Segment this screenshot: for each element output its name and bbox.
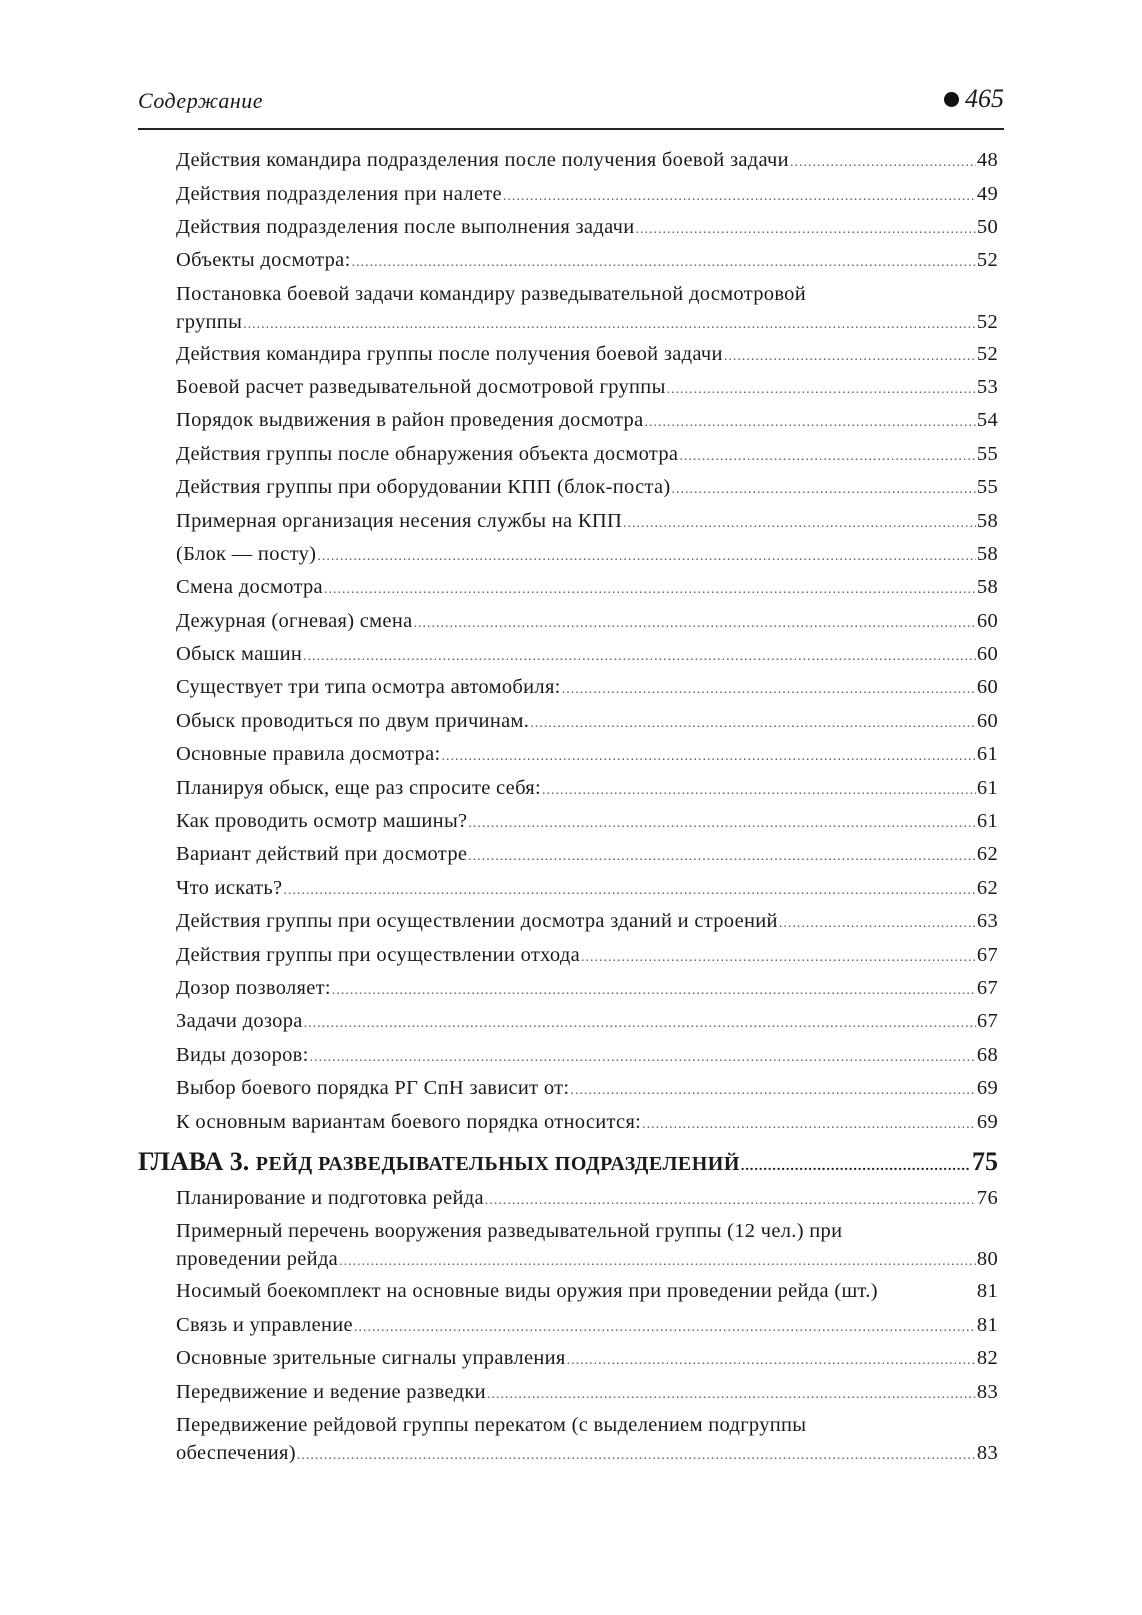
dot-leader [468, 843, 976, 871]
toc-entry-line [176, 1277, 998, 1308]
toc-entry-title: Примерная организация несения службы на КПП [176, 510, 623, 532]
toc-entry-title: К основным вариантам боевого порядка относится: [176, 1111, 642, 1133]
toc-page-number: 60 [976, 676, 998, 698]
toc-entry-line [176, 1378, 998, 1409]
toc-entry-line [176, 707, 998, 738]
toc-entry-line [176, 373, 998, 404]
toc-entry-line [176, 246, 998, 277]
dot-leader [310, 1044, 976, 1072]
toc-entry[interactable] [176, 1074, 998, 1105]
toc-entry-title: Существует три типа осмотра автомобиля: [176, 676, 561, 698]
toc-page-number: 82 [976, 1347, 998, 1369]
toc-page-number: 58 [976, 543, 998, 565]
toc-entry-title: Что искать? [176, 877, 283, 899]
toc-entry-line [176, 507, 998, 538]
toc-entry-line [176, 1041, 998, 1072]
toc-entry-title: проведении рейда [176, 1248, 339, 1270]
toc-page-number: 62 [976, 843, 998, 865]
toc-entry[interactable] [176, 907, 998, 938]
toc-entry[interactable] [176, 146, 998, 177]
toc-entry-line [176, 473, 998, 504]
dot-leader [779, 910, 976, 938]
toc-entry-title: Выбор боевого порядка РГ СпН зависит от: [176, 1077, 570, 1099]
dot-leader [324, 576, 976, 604]
toc-entry-line [176, 874, 998, 905]
toc-entry-title: группы [176, 311, 243, 333]
dot-leader [297, 1442, 976, 1470]
toc-entry-line [176, 974, 998, 1005]
toc-entry[interactable] [176, 280, 998, 339]
toc-entry-line [176, 340, 998, 371]
toc-page-number: 60 [976, 643, 998, 665]
toc-entry-title: Основные зрительные сигналы управления [176, 1347, 566, 1369]
toc-page-number: 53 [976, 376, 998, 398]
toc-entry-line [176, 180, 998, 211]
toc-entry-title: Примерный перечень вооружения разведывательной группы (12 чел.) при [176, 1220, 843, 1242]
toc-entry-title: Постановка боевой задачи командиру разведывательной досмотровой [176, 283, 806, 305]
dot-leader [530, 710, 976, 738]
toc-entry-line [176, 540, 998, 571]
toc-page-number: 76 [976, 1187, 998, 1209]
toc-entry[interactable] [176, 1277, 998, 1308]
toc-entry-line [176, 1108, 998, 1139]
toc-entry-title: Обыск машин [176, 643, 303, 665]
toc-page-number: 67 [976, 1010, 998, 1032]
dot-leader [352, 249, 976, 277]
toc-entry[interactable] [176, 807, 998, 838]
toc-entry[interactable] [176, 974, 998, 1005]
toc-entry-title: Передвижение рейдовой группы перекатом (с выделением подгруппы [176, 1414, 807, 1436]
toc-entry-line [176, 840, 998, 871]
chapter-label: ГЛАВА 3. [138, 1147, 256, 1176]
toc-entry-line [176, 774, 998, 805]
toc-entry-title: Дозор позволяет: [176, 977, 331, 999]
toc-entry[interactable] [176, 840, 998, 871]
toc-entry-title: Боевой расчет разведывательной досмотровой группы [176, 376, 666, 398]
toc-page-number: 52 [976, 311, 998, 333]
toc-page-number: 58 [976, 576, 998, 598]
dot-leader [503, 183, 976, 211]
toc-page-number: 69 [976, 1111, 998, 1133]
dot-leader [339, 1248, 976, 1276]
toc-entry[interactable] [176, 246, 998, 277]
dot-leader [790, 149, 976, 177]
toc-entry-line [176, 1245, 998, 1276]
toc-page-number: 81 [976, 1314, 998, 1336]
toc-entry-title: Передвижение и ведение разведки [176, 1381, 486, 1403]
toc-entry[interactable] [176, 640, 998, 671]
dot-leader [414, 610, 976, 638]
toc-page-number: 52 [976, 343, 998, 365]
toc-page-number: 68 [976, 1044, 998, 1066]
dot-leader [303, 643, 976, 671]
toc-entry[interactable] [176, 1411, 998, 1470]
chapter-line [138, 1146, 998, 1183]
toc-entry[interactable] [176, 340, 998, 371]
page-number-value: 465 [965, 84, 1004, 113]
toc-page-number: 67 [976, 977, 998, 999]
toc-entry[interactable] [176, 707, 998, 738]
toc-entry-line [176, 607, 998, 638]
toc-entry-title: Объекты досмотра: [176, 249, 351, 271]
toc-entry-title: Действия группы при осуществлении отхода [176, 944, 581, 966]
toc-entry-line [176, 1439, 998, 1470]
dot-leader [672, 476, 976, 504]
toc-entry-line [176, 673, 998, 704]
dot-leader [317, 543, 976, 571]
toc-entry-line [176, 1007, 998, 1038]
toc-page-number: 52 [976, 249, 998, 271]
toc-entry-line [176, 941, 998, 972]
toc-entry-line [176, 907, 998, 938]
toc-entry-title: Задачи дозора [176, 1010, 303, 1032]
toc-entry-line [176, 640, 998, 671]
toc-entry-line [176, 1184, 998, 1215]
toc-entry[interactable] [176, 941, 998, 972]
toc-entry-title: Действия группы после обнаружения объекта досмотра [176, 443, 679, 465]
toc-page-number: 61 [976, 810, 998, 832]
toc-page-number: 48 [976, 149, 998, 171]
toc-page-number: 80 [976, 1248, 998, 1270]
toc-entry-title: Дежурная (огневая) смена [176, 610, 413, 632]
toc-page-number: 83 [976, 1442, 998, 1464]
toc-entry-title: Основные правила досмотра: [176, 743, 441, 765]
toc-entry-line [176, 308, 998, 339]
dot-leader [243, 311, 976, 339]
toc-entry-title: Действия командира подразделения после получения боевой задачи [176, 149, 789, 171]
toc-entry[interactable] [176, 740, 998, 771]
toc-entry-title: Порядок выдвижения в район проведения досмотра [176, 409, 644, 431]
toc-page-number: 81 [976, 1280, 998, 1302]
toc-entry[interactable] [176, 774, 998, 805]
toc-page-number: 60 [976, 610, 998, 632]
chapter-title: РЕЙД РАЗВЕДЫВАТЕЛЬНЫХ ПОДРАЗДЕЛЕНИЙ [255, 1153, 740, 1175]
toc-entry[interactable] [176, 406, 998, 437]
toc-entry-line [176, 146, 998, 177]
toc-page-number: 67 [976, 944, 998, 966]
toc-page-number: 63 [976, 910, 998, 932]
toc-entry-line [176, 406, 998, 437]
dot-leader [642, 1111, 976, 1139]
toc-entry-title: (Блок — посту) [176, 543, 317, 565]
header-rule [138, 128, 1004, 130]
dot-leader [581, 944, 976, 972]
bullet-icon [944, 92, 959, 107]
toc-entry-title: Действия группы при оборудовании КПП (блок-поста) [176, 476, 671, 498]
page-number [944, 84, 1004, 114]
toc-entry-line [176, 280, 998, 308]
dot-leader [741, 1151, 971, 1183]
dot-leader [283, 877, 976, 905]
dot-leader [468, 810, 975, 838]
toc-entry[interactable] [176, 1108, 998, 1139]
toc-entry-title: обеспечения) [176, 1442, 296, 1464]
toc-entry[interactable] [176, 1344, 998, 1375]
toc-page-number: 61 [976, 743, 998, 765]
toc-entry[interactable] [176, 180, 998, 211]
toc-entry-line [176, 1344, 998, 1375]
toc-entry-title: Как проводить осмотр машины? [176, 810, 468, 832]
dot-leader [542, 777, 976, 805]
toc-entry[interactable] [176, 1007, 998, 1038]
dot-leader [679, 443, 976, 471]
dot-leader [354, 1314, 976, 1342]
toc-entry[interactable] [176, 573, 998, 604]
dot-leader [570, 1077, 976, 1105]
dot-leader [485, 1187, 976, 1215]
toc-entry-line [176, 213, 998, 244]
toc-entry[interactable] [176, 874, 998, 905]
dot-leader [667, 376, 976, 404]
dot-leader [442, 743, 976, 771]
toc-entry-line [176, 573, 998, 604]
toc-page-number: 83 [976, 1381, 998, 1403]
dot-leader [562, 676, 976, 704]
toc-entry[interactable] [176, 1041, 998, 1072]
toc-page-number: 54 [976, 409, 998, 431]
toc-entry-title: Действия командира группы после получения боевой задачи [176, 343, 723, 365]
toc-entry[interactable] [176, 1184, 998, 1215]
toc-entry-title: Обыск проводиться по двум причинам. [176, 710, 530, 732]
toc-entry[interactable] [176, 373, 998, 404]
toc-page-number: 61 [976, 777, 998, 799]
toc-entry[interactable] [176, 607, 998, 638]
running-title: Содержание [138, 88, 264, 113]
toc-entry[interactable] [176, 540, 998, 571]
chapter-page-number: 75 [972, 1147, 998, 1176]
dot-leader [636, 216, 976, 244]
dot-leader [332, 977, 976, 1005]
toc-entry[interactable] [176, 213, 998, 244]
toc-page-number: 50 [976, 216, 998, 238]
toc-entry-line [176, 807, 998, 838]
page-header [138, 84, 1004, 128]
toc-entry-line [176, 1217, 998, 1245]
toc-page-number: 69 [976, 1077, 998, 1099]
toc-entry-title: Виды дозоров: [176, 1044, 309, 1066]
dot-leader [304, 1010, 976, 1038]
toc-entry-line [176, 1411, 998, 1439]
dot-leader [644, 409, 975, 437]
toc-entry-title: Действия группы при осуществлении досмотра зданий и строений [176, 910, 778, 932]
toc-entry[interactable] [176, 1311, 998, 1342]
toc-entry-line [176, 1311, 998, 1342]
toc-entry[interactable] [176, 440, 998, 471]
toc-entry[interactable] [176, 507, 998, 538]
toc-entry-title: Планирование и подготовка рейда [176, 1187, 484, 1209]
toc-entry[interactable] [176, 1217, 998, 1276]
toc-entry-title: Действия подразделения при налете [176, 183, 502, 205]
dot-leader [567, 1347, 976, 1375]
dot-leader [724, 343, 976, 371]
toc-entry[interactable] [176, 473, 998, 504]
toc-entry-title: Носимый боекомплект на основные виды оружия при проведении рейда (шт.) [176, 1280, 878, 1302]
dot-leader [623, 510, 976, 538]
toc-page-number: 62 [976, 877, 998, 899]
toc-entry-title: Связь и управление [176, 1314, 353, 1336]
toc-page-number: 58 [976, 510, 998, 532]
toc-entry-title: Планируя обыск, еще раз спросите себя: [176, 777, 542, 799]
toc-entry-title: Вариант действий при досмотре [176, 843, 468, 865]
toc-entry-title: Смена досмотра [176, 576, 323, 598]
dot-leader [487, 1381, 976, 1409]
toc-entry-line [176, 440, 998, 471]
toc-page-number: 49 [976, 183, 998, 205]
toc-page-number: 55 [976, 476, 998, 498]
toc-page-number: 55 [976, 443, 998, 465]
toc-entry-title: Действия подразделения после выполнения задачи [176, 216, 635, 238]
toc-entry[interactable] [176, 673, 998, 704]
toc-entry-line [176, 740, 998, 771]
chapter-heading[interactable] [138, 1146, 998, 1183]
toc-page-number: 60 [976, 710, 998, 732]
toc-entry[interactable] [176, 1378, 998, 1409]
toc-entry-line [176, 1074, 998, 1105]
